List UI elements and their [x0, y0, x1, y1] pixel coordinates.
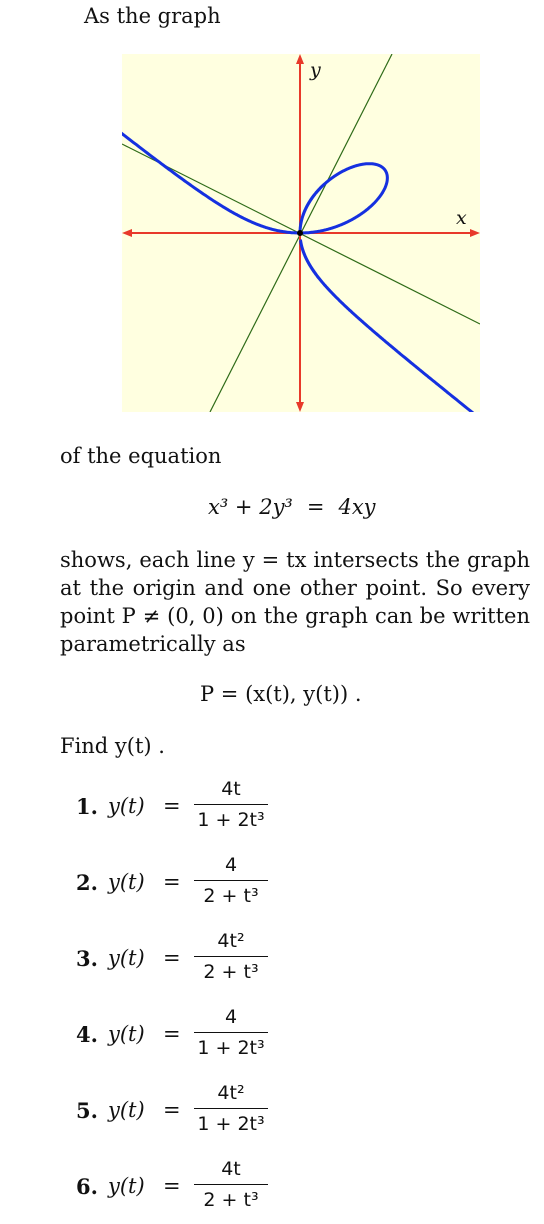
origin-point [297, 230, 303, 236]
option-equals: = [163, 794, 181, 818]
option-fraction [194, 852, 268, 909]
option-fraction [194, 928, 268, 985]
option-number: 1. [76, 794, 98, 819]
option-number: 4. [76, 1022, 98, 1047]
description-paragraph: shows, each line y = tx intersects the graph at the origin and one other point. So every point P ≠ (0, 0) on the graph can be written parametrically as [60, 548, 530, 656]
equation-rhs: 4xy [338, 495, 376, 519]
fraction-bar [194, 1184, 268, 1185]
fraction-denominator: 2 + t³ [203, 961, 259, 983]
x-axis-label: x [456, 207, 467, 229]
fraction-bar [194, 1108, 268, 1109]
answer-option-2[interactable] [76, 852, 336, 912]
option-fraction [194, 776, 268, 833]
option-equals: = [163, 1098, 181, 1122]
option-equals: = [163, 946, 181, 970]
fraction-denominator: 2 + t³ [203, 1189, 259, 1211]
fraction-numerator: 4 [224, 854, 238, 876]
question-prompt: Find y(t) . [60, 734, 165, 758]
fraction-bar [194, 956, 268, 957]
fraction-bar [194, 1032, 268, 1033]
fraction-numerator: 4t [221, 778, 241, 800]
main-equation [208, 495, 376, 519]
fraction-numerator: 4t² [217, 1082, 245, 1104]
of-equation-text: of the equation [60, 444, 222, 468]
parametric-definition: P = (x(t), y(t)) . [200, 682, 362, 706]
option-number: 3. [76, 946, 98, 971]
fraction-numerator: 4t² [217, 930, 245, 952]
option-fraction [194, 1004, 268, 1061]
option-lhs: y(t) [108, 1022, 145, 1046]
option-equals: = [163, 1174, 181, 1198]
fraction-numerator: 4 [224, 1006, 238, 1028]
option-equals: = [163, 1022, 181, 1046]
option-number: 6. [76, 1174, 98, 1199]
answer-option-6[interactable] [76, 1156, 336, 1216]
equation-lhs: x³ + 2y³ [208, 495, 293, 519]
answer-option-5[interactable] [76, 1080, 336, 1140]
fraction-bar [194, 880, 268, 881]
option-fraction [194, 1156, 268, 1213]
option-equals: = [163, 870, 181, 894]
option-fraction [194, 1080, 268, 1137]
fraction-denominator: 1 + 2t³ [197, 1113, 265, 1135]
answer-option-4[interactable] [76, 1004, 336, 1064]
answer-option-1[interactable] [76, 776, 336, 836]
option-lhs: y(t) [108, 870, 145, 894]
option-lhs: y(t) [108, 946, 145, 970]
fraction-denominator: 2 + t³ [203, 885, 259, 907]
fraction-numerator: 4t [221, 1158, 241, 1180]
fraction-denominator: 1 + 2t³ [197, 809, 265, 831]
fraction-denominator: 1 + 2t³ [197, 1037, 265, 1059]
option-number: 5. [76, 1098, 98, 1123]
y-axis-label: y [310, 59, 321, 81]
fraction-bar [194, 804, 268, 805]
equation-equals: = [306, 495, 325, 519]
folium-graph [122, 54, 480, 412]
option-lhs: y(t) [108, 794, 145, 818]
answer-option-3[interactable] [76, 928, 336, 988]
option-lhs: y(t) [108, 1174, 145, 1198]
intro-text: As the graph [84, 4, 221, 28]
option-lhs: y(t) [108, 1098, 145, 1122]
option-number: 2. [76, 870, 98, 895]
